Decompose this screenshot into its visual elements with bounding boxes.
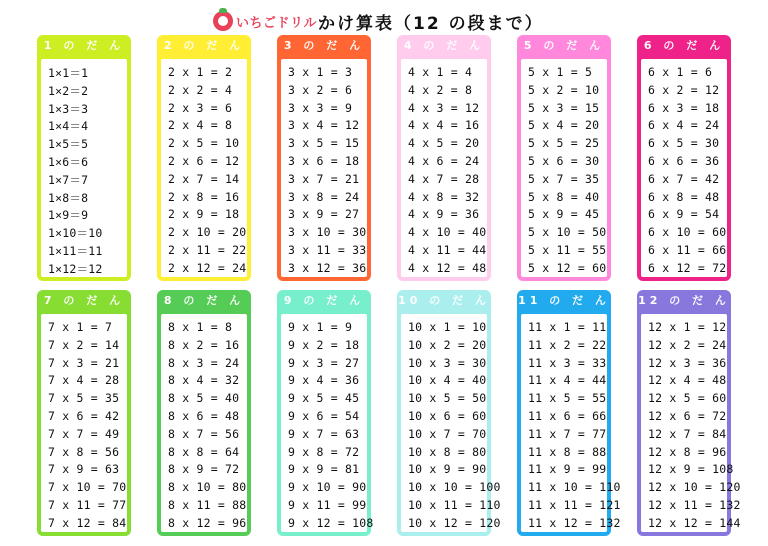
table-row: 12 x 3 = 36 [648, 355, 727, 370]
table-row: 2 x 3 = 6 [168, 100, 233, 115]
table-row: 9 x 3 = 27 [288, 355, 360, 370]
table-row: 3 x 3 = 9 [288, 100, 353, 115]
table-row: 4 x 10 = 40 [408, 225, 487, 240]
table-card-title: 1 の だ ん [43, 39, 125, 52]
table-row: 12 x 12 = 144 [648, 515, 741, 530]
table-row: 6 x 5 = 30 [648, 136, 720, 151]
table-row: 8 x 1 = 8 [168, 320, 233, 334]
table-row: 7 x 3 = 21 [48, 355, 120, 370]
table-row: 5 x 5 = 25 [528, 136, 600, 151]
table-row: 12 x 1 = 12 [648, 320, 727, 334]
table-row: 3 x 1 = 3 [288, 65, 353, 79]
table-row: 11 x 11 = 121 [528, 498, 621, 512]
table-row: 12 x 4 = 48 [648, 373, 727, 388]
table-row: 10 x 2 = 20 [408, 337, 487, 352]
table-card-4 [397, 35, 491, 281]
table-row: 8 x 3 = 24 [168, 355, 240, 370]
table-row: 4 x 6 = 24 [408, 154, 480, 168]
table-row: 2 x 2 = 4 [168, 82, 233, 97]
table-row: 12 x 8 = 96 [648, 444, 727, 459]
table-card-body [641, 314, 741, 532]
table-row: 3 x 4 = 12 [288, 118, 360, 133]
table-card-title: 6 の だ ん [643, 39, 725, 52]
table-row: 6 x 6 = 36 [648, 154, 720, 168]
table-row: 8 x 7 = 56 [168, 426, 240, 441]
table-card-title: 8 の だ ん [163, 294, 245, 307]
table-row: 6 x 2 = 12 [648, 82, 720, 97]
table-row: 11 x 1 = 11 [528, 320, 607, 334]
table-row: 11 x 6 = 66 [528, 409, 607, 423]
table-card-title: 9 の だ ん [283, 294, 365, 307]
table-card-6 [637, 35, 731, 281]
table-row: 1×9＝9 [48, 208, 89, 223]
table-row: 3 x 7 = 21 [288, 171, 360, 186]
table-row: 5 x 8 = 40 [528, 189, 600, 204]
table-card-11 [517, 290, 621, 536]
table-row: 3 x 2 = 6 [288, 82, 353, 97]
table-row: 7 x 2 = 14 [48, 337, 120, 352]
table-row: 10 x 5 = 50 [408, 391, 487, 406]
table-row: 9 x 9 = 81 [288, 462, 360, 477]
table-row: 11 x 10 = 110 [528, 480, 621, 495]
table-row: 7 x 11 = 77 [48, 498, 127, 512]
table-row: 6 x 8 = 48 [648, 189, 720, 204]
table-row: 1×2＝2 [48, 83, 89, 98]
table-row: 2 x 11 = 22 [168, 243, 247, 257]
table-row: 12 x 7 = 84 [648, 426, 727, 441]
table-row: 4 x 3 = 12 [408, 100, 480, 115]
table-row: 2 x 1 = 2 [168, 65, 233, 79]
table-card-body [41, 59, 127, 277]
table-row: 1×5＝5 [48, 137, 89, 152]
table-row: 5 x 7 = 35 [528, 171, 600, 186]
table-card-12 [637, 290, 741, 536]
table-row: 2 x 8 = 16 [168, 189, 240, 204]
table-row: 8 x 12 = 96 [168, 515, 247, 530]
table-row: 1×11＝11 [48, 244, 103, 258]
table-row: 4 x 7 = 28 [408, 171, 480, 186]
table-row: 2 x 5 = 10 [168, 136, 240, 151]
table-card-2 [157, 35, 251, 281]
logo-text: いちごドリル [236, 15, 318, 31]
table-row: 1×3＝3 [48, 101, 89, 116]
table-row: 12 x 2 = 24 [648, 337, 727, 352]
table-row: 9 x 7 = 63 [288, 426, 360, 441]
table-row: 6 x 9 = 54 [648, 207, 720, 222]
table-row: 1×8＝8 [48, 190, 89, 205]
table-row: 11 x 7 = 77 [528, 426, 607, 441]
table-row: 6 x 3 = 18 [648, 100, 720, 115]
table-row: 9 x 5 = 45 [288, 391, 360, 406]
table-row: 6 x 7 = 42 [648, 171, 720, 186]
table-card-title: 7 の だ ん [43, 294, 125, 307]
table-row: 1×1＝1 [48, 66, 89, 80]
table-card-3 [277, 35, 371, 281]
table-row: 6 x 12 = 72 [648, 260, 727, 275]
table-row: 2 x 12 = 24 [168, 260, 247, 275]
table-row: 9 x 12 = 108 [288, 515, 374, 530]
table-row: 10 x 1 = 10 [408, 320, 487, 334]
table-row: 5 x 10 = 50 [528, 225, 607, 240]
table-row: 10 x 10 = 100 [408, 480, 501, 495]
table-row: 9 x 10 = 90 [288, 480, 367, 495]
table-card-body [401, 59, 487, 277]
table-row: 8 x 9 = 72 [168, 462, 240, 477]
table-row: 10 x 4 = 40 [408, 373, 487, 388]
table-row: 7 x 12 = 84 [48, 515, 127, 530]
table-row: 1×7＝7 [48, 172, 89, 187]
table-row: 4 x 5 = 20 [408, 136, 480, 151]
table-row: 4 x 9 = 36 [408, 207, 480, 222]
table-card-1 [37, 35, 131, 281]
table-row: 11 x 3 = 33 [528, 355, 607, 370]
table-row: 11 x 12 = 132 [528, 515, 621, 530]
table-row: 8 x 6 = 48 [168, 409, 240, 423]
table-row: 10 x 9 = 90 [408, 462, 487, 477]
table-card-body [41, 314, 127, 532]
table-row: 3 x 6 = 18 [288, 154, 360, 168]
table-row: 11 x 5 = 55 [528, 391, 607, 406]
table-row: 5 x 1 = 5 [528, 65, 593, 79]
table-row: 7 x 4 = 28 [48, 373, 120, 388]
table-card-title: 11 の だ ん [518, 294, 610, 307]
strawberry-icon [213, 11, 233, 31]
table-row: 12 x 5 = 60 [648, 391, 727, 406]
table-row: 8 x 11 = 88 [168, 498, 247, 512]
table-row: 9 x 11 = 99 [288, 498, 367, 512]
table-card-title: 3 の だ ん [283, 39, 365, 52]
table-row: 6 x 11 = 66 [648, 243, 727, 257]
table-row: 4 x 8 = 32 [408, 189, 480, 204]
table-card-title: 12 の だ ん [638, 294, 730, 307]
table-row: 7 x 8 = 56 [48, 444, 120, 459]
table-row: 9 x 1 = 9 [288, 320, 353, 334]
table-card-body [281, 314, 374, 532]
table-row: 12 x 11 = 132 [648, 498, 741, 512]
table-row: 9 x 8 = 72 [288, 444, 360, 459]
table-row: 5 x 2 = 10 [528, 82, 600, 97]
table-row: 7 x 1 = 7 [48, 320, 113, 334]
table-card-title: 4 の だ ん [403, 39, 485, 52]
table-card-body [521, 59, 607, 277]
table-card-10 [397, 290, 501, 536]
table-row: 4 x 12 = 48 [408, 260, 487, 275]
table-row: 4 x 2 = 8 [408, 82, 473, 97]
table-card-body [281, 59, 367, 277]
table-row: 8 x 2 = 16 [168, 337, 240, 352]
table-card-body [521, 314, 621, 532]
table-row: 11 x 9 = 99 [528, 462, 607, 477]
table-card-9 [277, 290, 374, 536]
table-row: 5 x 11 = 55 [528, 243, 607, 257]
table-row: 10 x 6 = 60 [408, 409, 487, 423]
table-row: 10 x 8 = 80 [408, 444, 487, 459]
table-row: 11 x 4 = 44 [528, 373, 607, 388]
table-row: 9 x 2 = 18 [288, 337, 360, 352]
page-title: かけ算表（12 の段まで） [318, 14, 544, 34]
table-row: 1×10＝10 [48, 226, 103, 241]
table-row: 3 x 11 = 33 [288, 243, 367, 257]
table-card-body [161, 59, 247, 277]
brand-logo [213, 10, 317, 32]
table-row: 7 x 10 = 70 [48, 480, 127, 495]
table-card-body [161, 314, 247, 532]
table-row: 10 x 7 = 70 [408, 426, 487, 441]
table-card-8 [157, 290, 251, 536]
table-row: 11 x 2 = 22 [528, 337, 607, 352]
table-row: 6 x 10 = 60 [648, 225, 727, 240]
table-row: 8 x 4 = 32 [168, 373, 240, 388]
table-row: 2 x 10 = 20 [168, 225, 247, 240]
table-row: 12 x 10 = 120 [648, 480, 741, 495]
table-row: 1×4＝4 [48, 119, 89, 134]
table-row: 10 x 11 = 110 [408, 498, 501, 512]
table-row: 7 x 6 = 42 [48, 409, 120, 423]
table-card-title: 10 の だ ん [398, 294, 490, 307]
table-row: 12 x 6 = 72 [648, 409, 727, 423]
table-card-title: 5 の だ ん [523, 39, 605, 52]
table-card-5 [517, 35, 611, 281]
table-row: 5 x 4 = 20 [528, 118, 600, 133]
table-row: 6 x 1 = 6 [648, 65, 713, 79]
table-row: 2 x 4 = 8 [168, 118, 233, 133]
table-row: 5 x 9 = 45 [528, 207, 600, 222]
table-row: 7 x 5 = 35 [48, 391, 120, 406]
table-row: 11 x 8 = 88 [528, 444, 607, 459]
table-row: 8 x 5 = 40 [168, 391, 240, 406]
table-row: 4 x 4 = 16 [408, 118, 480, 133]
table-row: 5 x 6 = 30 [528, 154, 600, 168]
table-row: 4 x 11 = 44 [408, 243, 487, 257]
table-row: 3 x 9 = 27 [288, 207, 360, 222]
page-header [0, 0, 768, 40]
table-row: 8 x 10 = 80 [168, 480, 247, 495]
table-row: 5 x 12 = 60 [528, 260, 607, 275]
table-row: 9 x 4 = 36 [288, 373, 360, 388]
table-row: 1×6＝6 [48, 155, 89, 169]
table-row: 8 x 8 = 64 [168, 444, 240, 459]
table-row: 4 x 1 = 4 [408, 65, 473, 79]
table-row: 5 x 3 = 15 [528, 100, 600, 115]
table-row: 10 x 3 = 30 [408, 355, 487, 370]
table-row: 7 x 7 = 49 [48, 426, 120, 441]
table-row: 3 x 8 = 24 [288, 189, 360, 204]
table-card-body [401, 314, 501, 532]
table-row: 3 x 12 = 36 [288, 260, 367, 275]
table-row: 6 x 4 = 24 [648, 118, 720, 133]
table-row: 12 x 9 = 108 [648, 462, 734, 477]
table-card-body [641, 59, 727, 277]
table-row: 10 x 12 = 120 [408, 515, 501, 530]
table-row: 7 x 9 = 63 [48, 462, 120, 477]
table-card-title: 2 の だ ん [163, 39, 245, 52]
table-row: 2 x 9 = 18 [168, 207, 240, 222]
table-row: 1×12＝12 [48, 261, 103, 276]
table-card-7 [37, 290, 131, 536]
table-row: 3 x 5 = 15 [288, 136, 360, 151]
table-row: 3 x 10 = 30 [288, 225, 367, 240]
table-row: 2 x 6 = 12 [168, 154, 240, 168]
table-row: 2 x 7 = 14 [168, 171, 240, 186]
table-row: 9 x 6 = 54 [288, 409, 360, 423]
